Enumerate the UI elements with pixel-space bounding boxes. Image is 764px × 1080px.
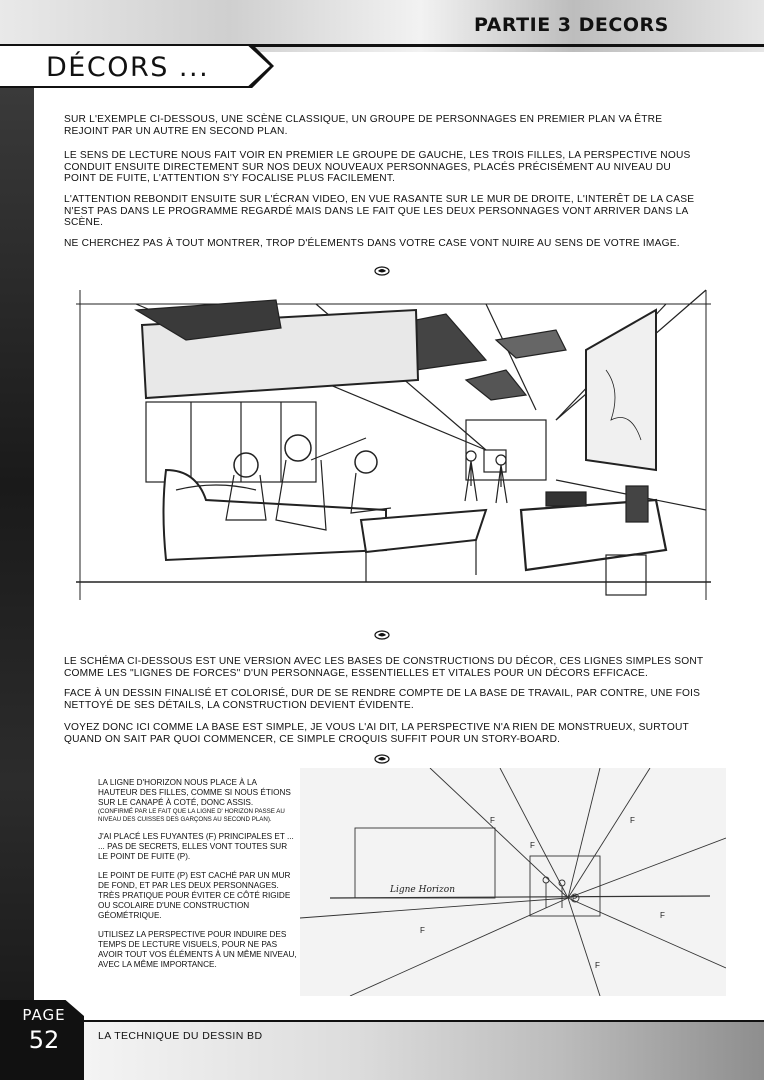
vanishing-line-label: F [660,911,665,920]
book-title: LA TECHNIQUE DU DESSIN BD [98,1030,263,1042]
note-horizon-small: (CONFIRMÉ PAR LE FAIT QUE LA LIGNE D' HORIZON PASSE AU NIVEAU DES CUISSES DES GARÇONS AU SECOND PLAN). [98,808,285,823]
middle-paragraph-3: VOYEZ DONC ICI COMME LA BASE EST SIMPLE, JE VOUS L'AI DIT, LA PERSPECTIVE N'A RIEN DE MONSTRUEUX, SURTOUT QUAND ON SAIT PAR QUOI COMMENCER, CE SIMPLE CROQUIS SUFFIT POUR UN STORY-BOARD. [64,722,689,745]
middle-paragraph-1: LE SCHÉMA CI-DESSOUS EST UNE VERSION AVEC LES BASES DE CONSTRUCTIONS DU DÉCOR, CES LIGNES SIMPLES SONT COMME LES "LIGNES DE FORCES" D'UN PERSONNAGE, ESSENTIELLES ET VITALES POUR UN DÉCORS EFFICACE. [64,656,704,679]
intro-paragraph-2: LE SENS DE LECTURE NOUS FAIT VOIR EN PREMIER LE GROUPE DE GAUCHE, LES TROIS FILLES, LA PERSPECTIVE NOUS CONDUIT ENSUITE DIRECTEMENT SUR NOS DEUX NOUVEAUX PERSONNAGES, PLACÉS PRÉCISÉMENT AU NIVEAU DU POINT DE FUITE, L'ATTENTION S'Y FOCALISE PLUS FACILEMENT. [64,150,691,185]
note-vanishing-point: LE POINT DE FUITE (P) EST CACHÉ PAR UN MUR DE FOND, ET PAR LES DEUX PERSONNAGES. TRÈS PRATIQUE POUR ÉVITER CE CÔTÉ RIGIDE OU SCOLAIRE D'UNE CONSTRUCTION GÉOMÉTRIQUE. [98,871,291,920]
intro-paragraph-4: NE CHERCHEZ PAS À TOUT MONTRER, TROP D'ÉLEMENTS DANS VOTRE CASE VONT NUIRE AU SENS DE VOTRE IMAGE. [64,238,680,249]
vanishing-line-label: F [595,961,600,970]
intro-paragraph-1: SUR L'EXEMPLE CI-DESSOUS, UNE SCÈNE CLASSIQUE, UN GROUPE DE PERSONNAGES EN PREMIER PLAN VA ÊTRE REJOINT PAR UN AUTRE EN SECOND PLAN. [64,114,663,137]
separator-icon [374,630,390,640]
construction-notes [98,778,298,979]
vanishing-line-label: F [490,816,495,825]
part-title: PARTIE 3 DECORS [474,14,669,36]
living-room-sketch [66,270,716,630]
page-number: 52 [28,1026,60,1054]
note-horizon [98,778,298,823]
vanishing-line-label: F [530,841,535,850]
vanishing-point-label: P [572,894,578,903]
note-vanishing-lines: J'AI PLACÉ LES FUYANTES (F) PRINCIPALES ET ... ... PAS DE SECRETS, ELLES VONT TOUTES SUR LE POINT DE FUITE (P). [98,832,294,861]
intro-paragraph-3: L'ATTENTION REBONDIT ENSUITE SUR L'ÉCRAN VIDEO, EN VUE RASANTE SUR LE MUR DE DROITE, L'INTERÊT DE LA CASE N'EST PAS DANS LE PROGRAMME REGARDÉ MAIS DANS LE FAIT QUE LES DEUX PERSONNAGES VONT ARRIVER DANS LA SCÈNE. [64,194,695,229]
horizon-label: Ligne Horizon [390,885,456,895]
vanishing-line-label: F [630,816,635,825]
note-horizon-text: LA LIGNE D'HORIZON NOUS PLACE À LA HAUTEUR DES FILLES, COMME SI NOUS ÉTIONS SUR LE CANAPÉ À COTÉ, DONC ASSIS. [98,778,291,807]
header-rule [232,44,764,47]
note-reading-time: UTILISEZ LA PERSPECTIVE POUR INDUIRE DES TEMPS DE LECTURE VISUELS, POUR NE PAS AVOIR TOUT VOS ÉLÉMENTS À UN MÊME NIVEAU, AVEC LA MÊME IMPORTANCE. [98,930,297,969]
section-title: DÉCORS ... [46,52,210,83]
separator-icon [374,754,390,764]
left-margin-bar [0,88,34,1080]
page-label: PAGE [22,1006,66,1024]
vanishing-line-label: F [420,926,425,935]
construction-sketch [300,768,726,996]
middle-paragraph-2: FACE À UN DESSIN FINALISÉ ET COLORISÉ, DUR DE SE RENDRE COMPTE DE LA BASE DE TRAVAIL, PAR CONTRE, UNE FOIS NETTOYÉ DE SES DÉTAILS, LA CONSTRUCTION DEVIENT ÉVIDENTE. [64,688,701,711]
